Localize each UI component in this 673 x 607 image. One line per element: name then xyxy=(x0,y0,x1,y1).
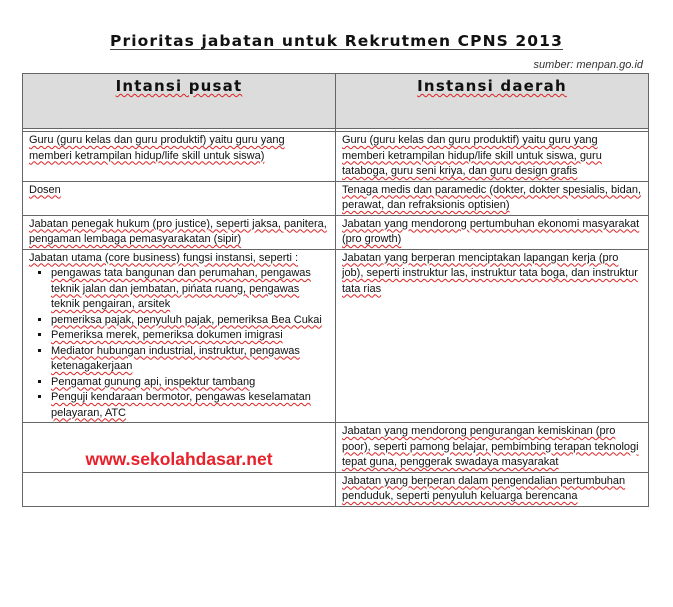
table-row xyxy=(23,132,649,182)
header-row xyxy=(23,74,649,129)
table-row xyxy=(23,215,649,249)
source-note: sumber: menpan.go.id xyxy=(533,59,643,71)
cell-regional: Jabatan yang berperan menciptakan lapangan kerja (pro job), seperti instruktur las, instruktur tata boga, dan instruktur tata rias xyxy=(336,249,649,423)
cell-regional: Jabatan yang mendorong pertumbuhan ekonomi masyarakat (pro growth) xyxy=(336,215,649,249)
cell-regional: Tenaga medis dan paramedic (dokter, dokter spesialis, bidan, perawat, dan refraksionis optisien) xyxy=(336,181,649,215)
watermark-text: www.sekolahdasar.net xyxy=(85,449,273,469)
table-row xyxy=(23,181,649,215)
cell-central: Dosen xyxy=(23,181,336,215)
cell-central xyxy=(23,472,336,506)
document-title: Prioritas jabatan untuk Rekrutmen CPNS 2013 xyxy=(110,32,563,50)
list-item: ▪ Pengamat gunung api, inspektur tambang xyxy=(51,375,329,391)
cell-regional: Guru (guru kelas dan guru produktif) yaitu guru yang memberi ketrampilan hidup/life skill untuk siswa, guru tataboga, guru seni kriya, dan guru design grafis xyxy=(336,132,649,182)
cell-central: Guru (guru kelas dan guru produktif) yaitu guru yang memberi ketrampilan hidup/life skill untuk siswa) xyxy=(23,132,336,182)
priority-table xyxy=(22,73,649,507)
cell-regional: Jabatan yang berperan dalam pengendalian pertumbuhan penduduk, seperti penyuluh keluarga berencana xyxy=(336,472,649,506)
list-item: ▪ Mediator hubungan industrial, instruktur, pengawas ketenagakerjaan xyxy=(51,344,329,375)
table-row xyxy=(23,472,649,506)
list-item: ▪ Penguji kendaraan bermotor, pengawas keselamatan pelayaran, ATC xyxy=(51,390,329,421)
header-central: Intansi pusat xyxy=(23,74,336,129)
list-item: ▪ pemeriksa pajak, penyuluh pajak, pemeriksa Bea Cukai xyxy=(51,313,329,329)
watermark-cell xyxy=(23,423,336,473)
list-item: ▪ Pemeriksa merek, pemeriksa dokumen imigrasi xyxy=(51,328,329,344)
header-regional: Instansi daerah xyxy=(336,74,649,129)
list-item: ▪ pengawas tata bangunan dan perumahan, pengawas teknik jalan dan jembatan, pińata ruang, pengawas teknik pengairan, arsitek xyxy=(51,266,329,313)
core-business-intro: Jabatan utama (core business) fungsi instansi, seperti : xyxy=(29,251,299,264)
table-row xyxy=(23,249,649,423)
core-business-list xyxy=(29,266,329,421)
cell-central: Jabatan penegak hukum (pro justice), seperti jaksa, panitera, pengaman lembaga pemasyarakatan (sipir) xyxy=(23,215,336,249)
cell-regional: Jabatan yang mendorong pengurangan kemiskinan (pro poor), seperti pamong belajar, pembimbing terapan teknologi tepat guna, penggerak swadaya masyarakat xyxy=(336,423,649,473)
table-row xyxy=(23,423,649,473)
cell-central xyxy=(23,249,336,423)
